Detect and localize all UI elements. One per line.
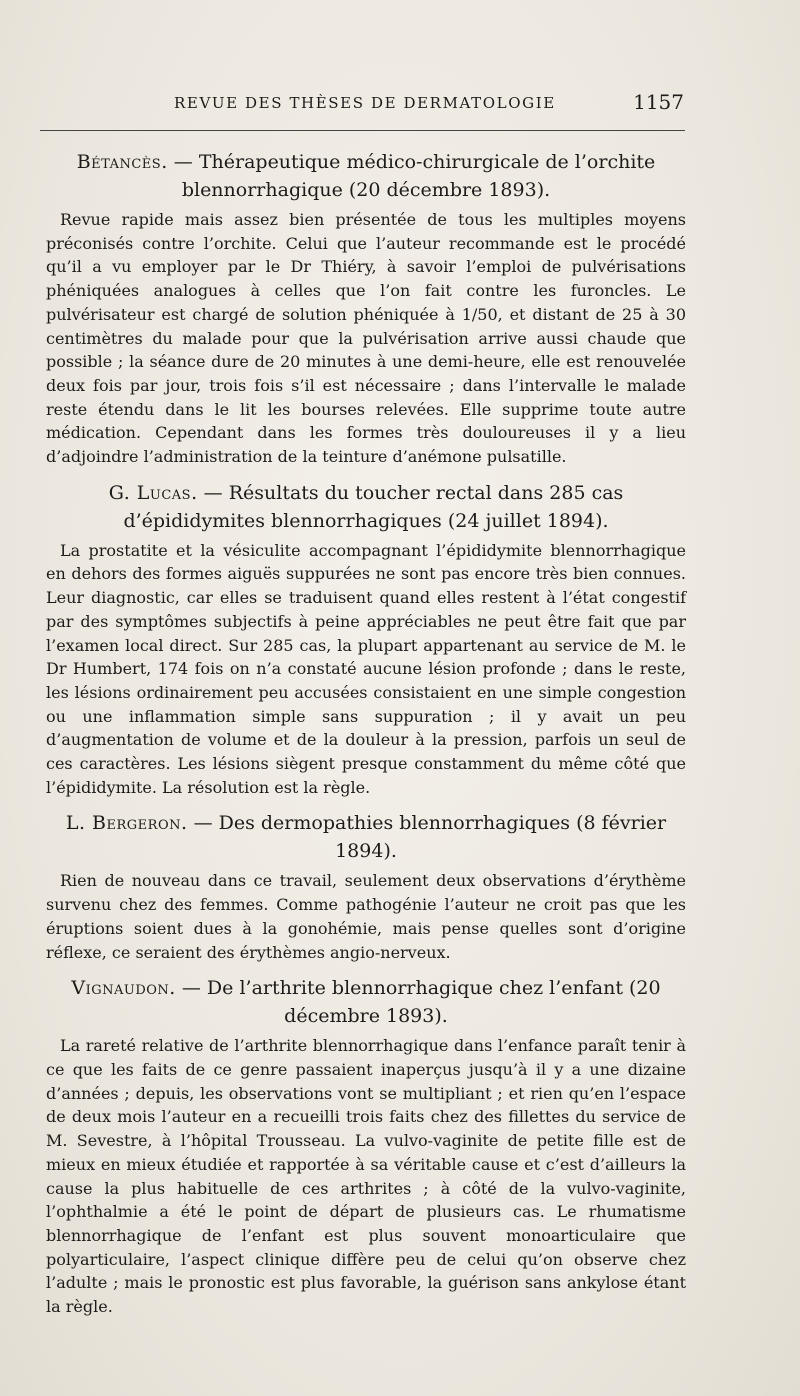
entry-body: La rareté relative de l’arthrite blennorrhagique dans l’enfance paraît tenir à ce que les faits de ce genre passaient inaperçus jusqu’à il y a une dizaine d’années ; depuis, les observations vont se multipliant ; et rien qu’en l’espace de deux mois l’auteur en a recueilli trois faits chez des fillettes du service de M. Sevestre, à l’hôpital Trousseau. La vulvo-vaginite de petite fille est de mieux en mieux étudiée et rapportée à sa véritable cause et c’est d’ailleurs la cause la plus habituelle de ces arthrites ; à côté de la vulvo-vaginite, l’ophthalmie a été le point de départ de plusieurs cas. Le rhumatisme blennorrhagique de l’enfant est plus souvent monoarticulaire que polyarticulaire, l’aspect clinique diffère peu de celui qu’on observe chez l’adulte ; mais le pronostic est plus favorable, la guérison sans ankylose étant la règle. <box>46 1036 686 1317</box>
entry-heading <box>46 479 686 535</box>
entry-author: Bétancès. <box>76 151 168 173</box>
entry-betances <box>46 148 686 469</box>
entry-heading <box>46 809 686 865</box>
entry-title: — Thérapeutique médico-chirurgicale de l’orchite blennorrhagique (20 décembre 1893). <box>173 151 656 201</box>
header-rule <box>40 130 685 131</box>
entry-body: Revue rapide mais assez bien présentée de tous les multiples moyens préconisés contre l’orchite. Celui que l’auteur recommande est le procédé qu’il a vu employer par le Dr Thiéry, à savoir l’emploi de pulvérisations phéniquées analogues à celles que l’on fait contre les furoncles. Le pulvérisateur est chargé de solution phéniquée à 1/50, et distant de 25 à 30 centimètres du malade pour que la pulvérisation arrive aussi chaude que possible ; la séance dure de 20 minutes à une demi-heure, elle est renouvelée deux fois par jour, trois fois s’il est nécessaire ; dans l’intervalle le malade reste étendu dans le lit les bourses relevées. Elle supprime toute autre médication. Cependant dans les formes très douloureuses il y a lieu d’adjoindre l’administration de la teinture d’anémone pulsatille. <box>46 210 686 467</box>
entry-bergeron <box>46 809 686 964</box>
entry-title: — De l’arthrite blennorrhagique chez l’enfant (20 décembre 1893). <box>181 977 661 1028</box>
entry-heading <box>46 974 686 1030</box>
entry-title: — Résultats du toucher rectal dans 285 cas d’épididymites blennorrhagiques (24 juillet 1894). <box>123 481 624 532</box>
entry-heading <box>46 148 686 204</box>
running-title: REVUE DES THÈSES DE DERMATOLOGIE <box>174 94 556 112</box>
page-content <box>46 148 686 1329</box>
entry-author: Vignaudon. <box>71 977 176 1000</box>
entry-author: G. Lucas. <box>108 481 198 504</box>
page-number: 1157 <box>633 90 684 114</box>
entry-title: — Des dermopathies blennorrhagiques (8 février 1894). <box>193 812 667 863</box>
entry-author: L. Bergeron. <box>65 812 188 835</box>
entry-body: Rien de nouveau dans ce travail, seulement deux observations d’érythème survenu chez des femmes. Comme pathogénie l’auteur ne croit pas que les éruptions soient dues à la gonohémie, mais pense quelles sont d’origine réflexe, ce seraient des érythèmes angio-nerveux. <box>46 871 686 962</box>
entry-vignaudon <box>46 974 686 1318</box>
entry-body: La prostatite et la vésiculite accompagnant l’épididymite blennorrhagique en dehors des formes aiguës suppurées ne sont pas encore très bien connues. Leur diagnostic, car elles se traduisent quand elles restent à l’état congestif par des symptômes subjectifs à peine appréciables ne peut être fait que par l’examen local direct. Sur 285 cas, la plupart appartenant au service de M. le Dr Humbert, 174 fois on n’a constaté aucune lésion profonde ; dans le reste, les lésions ordinairement peu accusées consistaient en une simple congestion ou une inflammation simple sans suppuration ; il y avait un peu d’augmentation de volume et de la douleur à la pression, parfois un seul de ces caractères. Les lésions siègent presque constamment du même côté que l’épididymite. La résolution est la règle. <box>46 540 686 797</box>
page-header <box>46 92 684 122</box>
entry-lucas <box>46 479 686 800</box>
